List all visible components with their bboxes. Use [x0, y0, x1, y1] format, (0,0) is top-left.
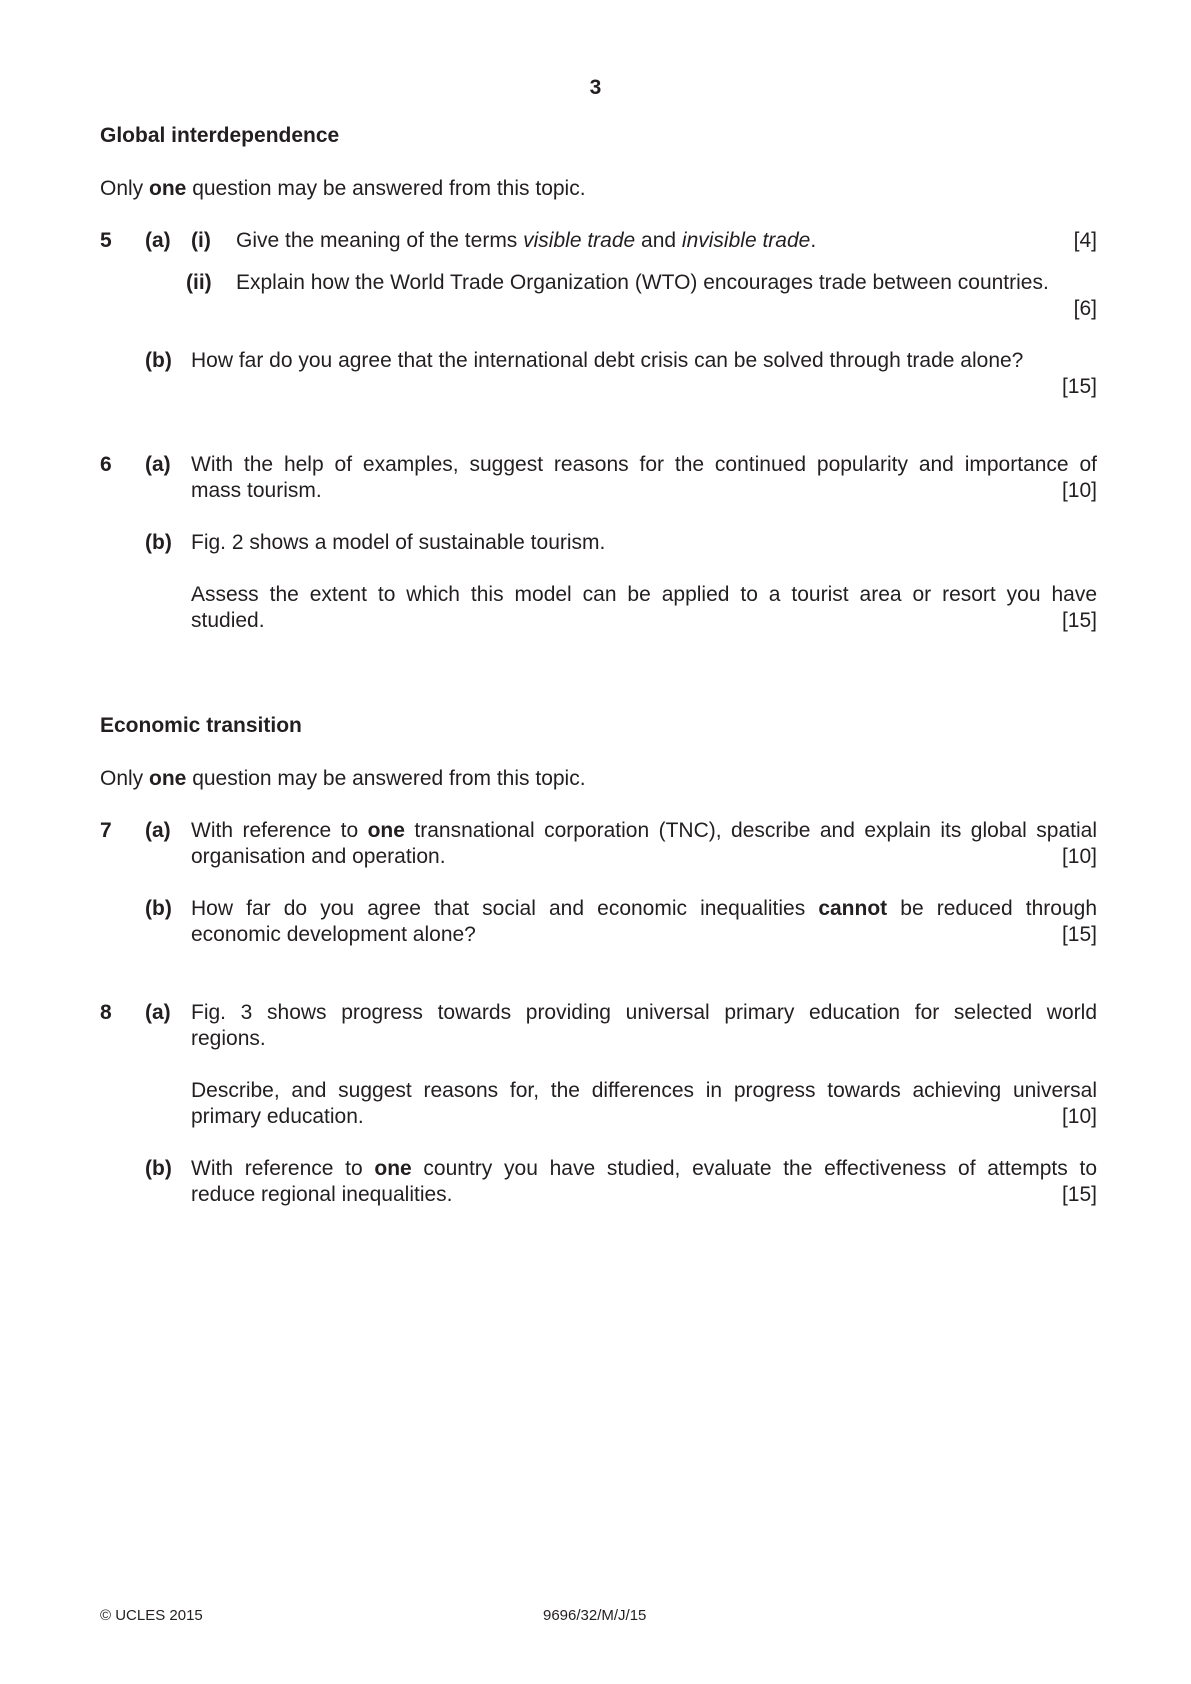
- q7-a-line1: With reference to one transnational corporation (TNC), describe and explain its global spatial: [191, 819, 1098, 842]
- q6-a-mark: [10]: [1061, 479, 1097, 502]
- section-heading-economic-transition: Economic transition: [100, 714, 302, 737]
- q5-a-i-mark: [4]: [1073, 229, 1097, 252]
- q8-b-line2: reduce regional inequalities.: [191, 1183, 453, 1206]
- question-7-number: 7: [100, 819, 112, 842]
- q5-part-a-label: (a): [145, 229, 171, 252]
- q5-b-text: How far do you agree that the international debt crisis can be solved through trade alone?: [191, 349, 1024, 372]
- q7-b-line2: economic development alone?: [191, 923, 476, 946]
- q8-a-p2-line2: primary education.: [191, 1105, 364, 1128]
- q8-a-p2-line1: Describe, and suggest reasons for, the differences in progress towards achieving universal: [191, 1079, 1097, 1102]
- q5-a-ii-text: Explain how the World Trade Organization (WTO) encourages trade between countries.: [236, 271, 1049, 294]
- q6-part-a-label: (a): [145, 453, 171, 476]
- q8-a-mark: [10]: [1061, 1105, 1097, 1128]
- q8-b-mark: [15]: [1061, 1183, 1097, 1206]
- q6-a-line2: mass tourism.: [191, 479, 322, 502]
- footer-paper-code: 9696/32/M/J/15: [543, 1607, 647, 1624]
- q5-part-b-label: (b): [145, 349, 172, 372]
- footer-copyright: © UCLES 2015: [100, 1607, 203, 1624]
- q5-a-ii-mark: [6]: [1073, 297, 1097, 320]
- q6-b-line1: Assess the extent to which this model can be applied to a tourist area or resort you have: [191, 583, 1097, 606]
- q8-a-line2: regions.: [191, 1027, 266, 1050]
- q6-b-p1: Fig. 2 shows a model of sustainable tourism.: [191, 531, 606, 554]
- q5-b-mark: [15]: [1061, 375, 1097, 398]
- q8-a-line1: Fig. 3 shows progress towards providing universal primary education for selected world: [191, 1001, 1097, 1024]
- section-intro: Only one question may be answered from this topic.: [100, 767, 586, 790]
- page-number: 3: [589, 76, 602, 99]
- q8-part-a-label: (a): [145, 1001, 171, 1024]
- question-5-number: 5: [100, 229, 112, 252]
- q7-a-line2: organisation and operation.: [191, 845, 446, 868]
- q5-a-ii-label: (ii): [186, 271, 212, 294]
- q7-part-b-label: (b): [145, 897, 172, 920]
- q6-b-mark: [15]: [1061, 609, 1097, 632]
- q8-b-line1: With reference to one country you have studied, evaluate the effectiveness of attempts to: [191, 1157, 1097, 1180]
- q8-part-b-label: (b): [145, 1157, 172, 1180]
- q6-part-b-label: (b): [145, 531, 172, 554]
- q7-b-mark: [15]: [1061, 923, 1097, 946]
- q7-b-line1: How far do you agree that social and economic inequalities cannot be reduced through: [191, 897, 1097, 920]
- q5-a-i-text: Give the meaning of the terms visible trade and invisible trade.: [236, 229, 817, 252]
- q7-a-mark: [10]: [1061, 845, 1097, 868]
- section-intro: Only one question may be answered from this topic.: [100, 177, 586, 200]
- q7-part-a-label: (a): [145, 819, 171, 842]
- section-heading-global-interdependence: Global interdependence: [100, 124, 340, 147]
- q6-a-line1: With the help of examples, suggest reasons for the continued popularity and importance of: [191, 453, 1097, 476]
- q5-a-i-label: (i): [191, 229, 211, 252]
- question-6-number: 6: [100, 453, 112, 476]
- q6-b-line2: studied.: [191, 609, 265, 632]
- question-8-number: 8: [100, 1001, 112, 1024]
